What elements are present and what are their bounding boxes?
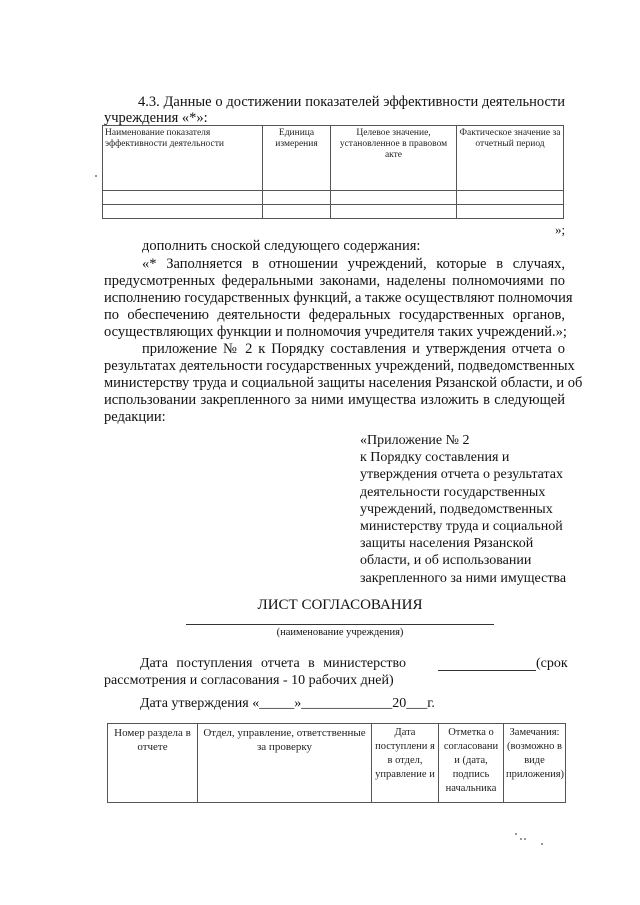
header-section-number: Номер раздела в отчете (108, 724, 198, 803)
table-cell (331, 205, 457, 219)
footnote-line: осуществляющих функции и полномочия учредителя таких учреждений.»; (104, 324, 567, 340)
table-cell (263, 191, 331, 205)
section-heading-line1: 4.3. Данные о достижении показателей эффективности деятельности (138, 94, 565, 110)
footnote-intro: дополнить сноской следующего содержания: (142, 238, 421, 254)
scan-speck (541, 843, 543, 845)
closing-quote: »; (555, 222, 566, 237)
efficiency-indicators-table (102, 125, 564, 219)
appendix-header-line: «Приложение № 2 (360, 433, 470, 448)
approval-table (107, 723, 566, 803)
scan-speck (95, 175, 97, 177)
receipt-date-note: рассмотрения и согласования - 10 рабочих дней) (104, 673, 394, 688)
table-cell (103, 191, 263, 205)
institution-caption: (наименование учреждения) (276, 627, 404, 638)
appendix-paragraph-line: использовании закрепленного за ними имущества изложить в следующей (104, 392, 565, 408)
header-department: Отдел, управление, ответственные за проверку (198, 724, 372, 803)
table-cell (103, 205, 263, 219)
table-cell (263, 205, 331, 219)
appendix-paragraph-line: результатах деятельности государственных учреждений, подведомственных (104, 358, 575, 374)
approval-sheet-title: ЛИСТ СОГЛАСОВАНИЯ (257, 597, 423, 613)
appendix-header-line: утверждения отчета о результатах (360, 467, 563, 483)
receipt-date-suffix: (срок (536, 656, 568, 671)
header-remarks: Замечания: (возможно в виде приложения) (504, 724, 566, 803)
header-target-value: Целевое значение, установленное в правовом акте (331, 126, 457, 191)
receipt-date-field[interactable] (438, 670, 536, 671)
appendix-header-line: деятельности государственных (360, 484, 546, 500)
header-approval-mark: Отметка о согласовани и (дата, подпись начальника (439, 724, 504, 803)
appendix-paragraph-line: редакции: (104, 409, 166, 425)
appendix-header-line: защиты населения Рязанской (360, 536, 534, 552)
table-row (103, 191, 564, 205)
footnote-line: предусмотренных федеральными законами, наделены полномочиями по (104, 273, 565, 289)
institution-name-line[interactable] (186, 624, 494, 625)
approval-date-field[interactable]: Дата утверждения «_____»_____________20___г. (140, 696, 435, 711)
appendix-header-line: к Порядку составления и (360, 450, 510, 466)
receipt-date-label: Дата поступления отчета в министерство (140, 656, 406, 671)
table-row (103, 205, 564, 219)
footnote-line: по обеспечению деятельности федеральных государственных органов, (104, 307, 565, 323)
table-cell (331, 191, 457, 205)
header-actual-value: Фактическое значение за отчетный период (457, 126, 564, 191)
appendix-header-block (360, 432, 570, 587)
appendix-header-line: учреждений, подведомственных (360, 501, 553, 517)
table-cell (457, 205, 564, 219)
header-receipt-date: Дата поступлени я в отдел, управление и (372, 724, 439, 803)
scan-speck (515, 833, 517, 835)
header-indicator-name: Наименование показателя эффективности деятельности (103, 126, 263, 191)
scan-speck (520, 838, 522, 840)
footnote-line: «* Заполняется в отношении учреждений, которые в случаях, (142, 256, 565, 272)
table-cell (457, 191, 564, 205)
appendix-paragraph-line: приложение № 2 к Порядку составления и утверждения отчета о (142, 341, 565, 357)
appendix-paragraph-line: министерству труда и социальной защиты населения Рязанской области, и об (104, 375, 583, 391)
appendix-header-line: закрепленного за ними имущества (360, 570, 567, 586)
section-heading-line2: учреждения «*»: (104, 110, 208, 126)
footnote-line: исполнению государственных функций, а также осуществляют полномочия (104, 290, 573, 306)
appendix-header-line: министерству труда и социальной (360, 519, 563, 535)
appendix-header-line: области, и об использовании (360, 553, 532, 569)
scan-speck (524, 838, 526, 840)
header-unit: Единица измерения (263, 126, 331, 191)
